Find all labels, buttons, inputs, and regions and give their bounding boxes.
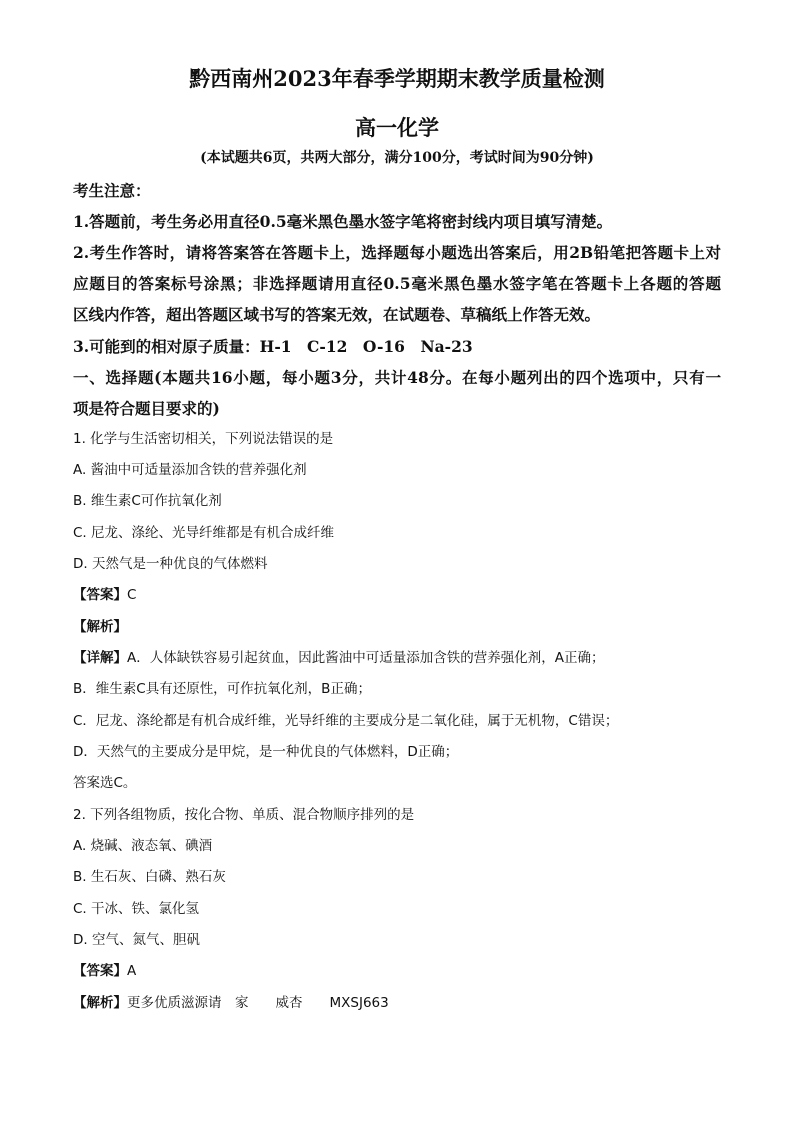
exam-meta: (本试题共6页，共两大部分，满分100分，考试时间为90分钟) [200, 150, 594, 166]
answer-tag: 【答案】 [73, 587, 127, 603]
exam-subject: 高一化学 [355, 115, 439, 140]
answer-value: C [127, 587, 137, 603]
question-1-option-a: A. 酱油中可适量添加含铁的营养强化剂 [73, 462, 307, 478]
analysis-text: 更多优质滋源请 家 威杏 MXSJ663 [127, 995, 389, 1011]
question-2-option-b: B. 生石灰、白磷、熟石灰 [73, 869, 226, 885]
question-2-option-a: A. 烧碱、液态氧、碘酒 [73, 838, 213, 854]
question-2-stem: 2. 下列各组物质，按化合物、单质、混合物顺序排列的是 [73, 807, 415, 823]
detail-tag: 【详解】 [73, 650, 127, 666]
exam-title: 黔西南州2023年春季学期期末教学质量检测 [189, 66, 605, 91]
question-1-option-c: C. 尼龙、涤纶、光导纤维都是有机合成纤维 [73, 525, 335, 541]
section-heading-line-1: 一、选择题(本题共16小题，每小题3分，共计48分。在每小题列出的四个选项中，只有一 [73, 368, 721, 387]
question-1-answer [73, 589, 136, 603]
detail-a-text: A．人体缺铁容易引起贫血，因此酱油中可适量添加含铁的营养强化剂，A正确； [127, 650, 605, 666]
question-1-option-b: B. 维生素C可作抗氧化剂 [73, 493, 222, 509]
analysis-tag: 【解析】 [73, 995, 127, 1011]
question-2-analysis [73, 997, 389, 1011]
notice-heading: 考生注意： [73, 181, 151, 200]
question-2-option-d: D. 空气、氮气、胆矾 [73, 932, 200, 948]
question-1-detail-b: B．维生素C具有还原性，可作抗氧化剂，B正确； [73, 681, 371, 697]
question-1-detail-a [73, 652, 604, 666]
answer-tag: 【答案】 [73, 963, 127, 979]
notice-item-2-line-1: 2.考生作答时，请将答案答在答题卡上，选择题每小题选出答案后，用2B铅笔把答题卡上对 [73, 243, 721, 262]
notice-item-2-line-2: 应题目的答案标号涂黑；非选择题请用直径0.5毫米黑色墨水签字笔在答题卡上各题的答题 [73, 274, 721, 293]
question-1-conclusion: 答案选C。 [73, 775, 137, 791]
question-1-stem: 1. 化学与生活密切相关，下列说法错误的是 [73, 431, 334, 447]
question-2-answer [73, 965, 136, 979]
notice-item-3: 3.可能到的相对原子质量：H-1 C-12 O-16 Na-23 [73, 337, 473, 356]
question-1-detail-c: C．尼龙、涤纶都是有机合成纤维，光导纤维的主要成分是二氧化硅，属于无机物，C错误； [73, 713, 619, 729]
question-2-option-c: C. 干冰、铁、氯化氢 [73, 901, 200, 917]
section-heading-line-2: 项是符合题目要求的) [73, 399, 220, 418]
question-1-option-d: D. 天然气是一种优良的气体燃料 [73, 556, 268, 572]
notice-item-1: 1.答题前，考生务必用直径0.5毫米黑色墨水签字笔将密封线内项目填写清楚。 [73, 212, 613, 231]
answer-value: A [127, 963, 137, 979]
question-1-analysis-tag: 【解析】 [73, 619, 127, 635]
notice-item-2-line-3: 区线内作答，超出答题区域书写的答案无效，在试题卷、草稿纸上作答无效。 [73, 305, 601, 324]
question-1-detail-d: D．天然气的主要成分是甲烷，是一种优良的气体燃料，D正确； [73, 744, 459, 760]
